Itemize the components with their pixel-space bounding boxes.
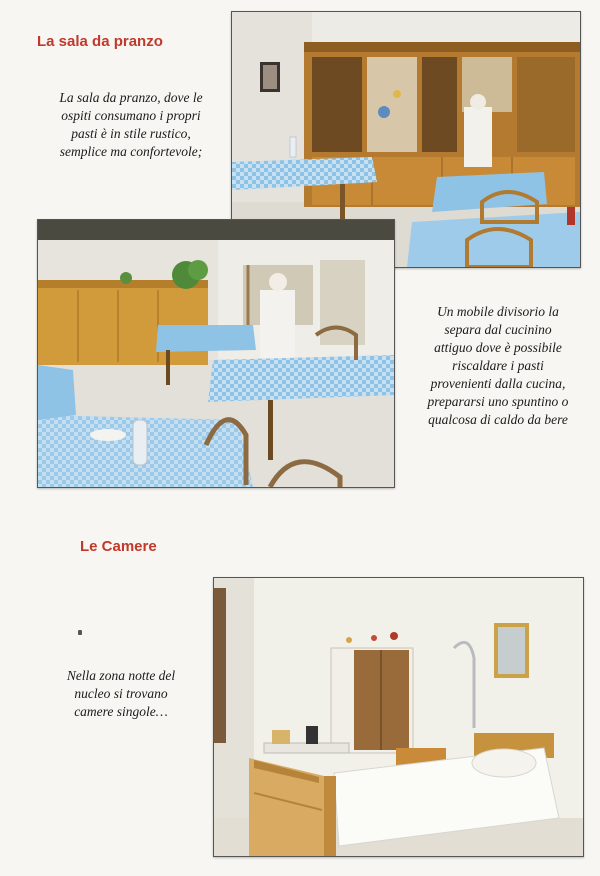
- dining-room-heading: La sala da pranzo: [37, 33, 163, 50]
- single-bedroom-photo-icon: [214, 578, 583, 856]
- caption-line: semplice ma confortevole;: [59, 144, 203, 159]
- caption-line: qualcosa di caldo da bere: [428, 412, 568, 427]
- caption-line: prepararsi uno spuntino o: [427, 394, 569, 409]
- rooms-heading: Le Camere: [80, 538, 157, 555]
- caption-line: riscaldare i pasti: [452, 358, 544, 373]
- caption-line: pasti è in stile rustico,: [71, 126, 191, 141]
- stray-mark: [78, 630, 82, 635]
- caption-line: La sala da pranzo, dove le: [59, 90, 203, 105]
- caption-line: provenienti dalla cucina,: [430, 376, 566, 391]
- dining-room-caption: [36, 89, 226, 161]
- rooms-caption: [36, 667, 206, 721]
- caption-line: Nella zona notte del: [66, 668, 176, 683]
- bedroom-photo: [213, 577, 584, 857]
- caption-line: nucleo si trovano: [74, 686, 168, 701]
- caption-line: attiguo dove è possibile: [434, 340, 562, 355]
- dining-room-tables-photo-icon: [38, 220, 394, 487]
- dining-room-photo-2: [37, 219, 395, 488]
- caption-line: Un mobile divisorio la: [437, 304, 559, 319]
- kitchenette-caption: [403, 303, 593, 429]
- caption-line: separa dal cucinino: [444, 322, 552, 337]
- caption-line: camere singole…: [74, 704, 168, 719]
- caption-line: ospiti consumano i propri: [61, 108, 201, 123]
